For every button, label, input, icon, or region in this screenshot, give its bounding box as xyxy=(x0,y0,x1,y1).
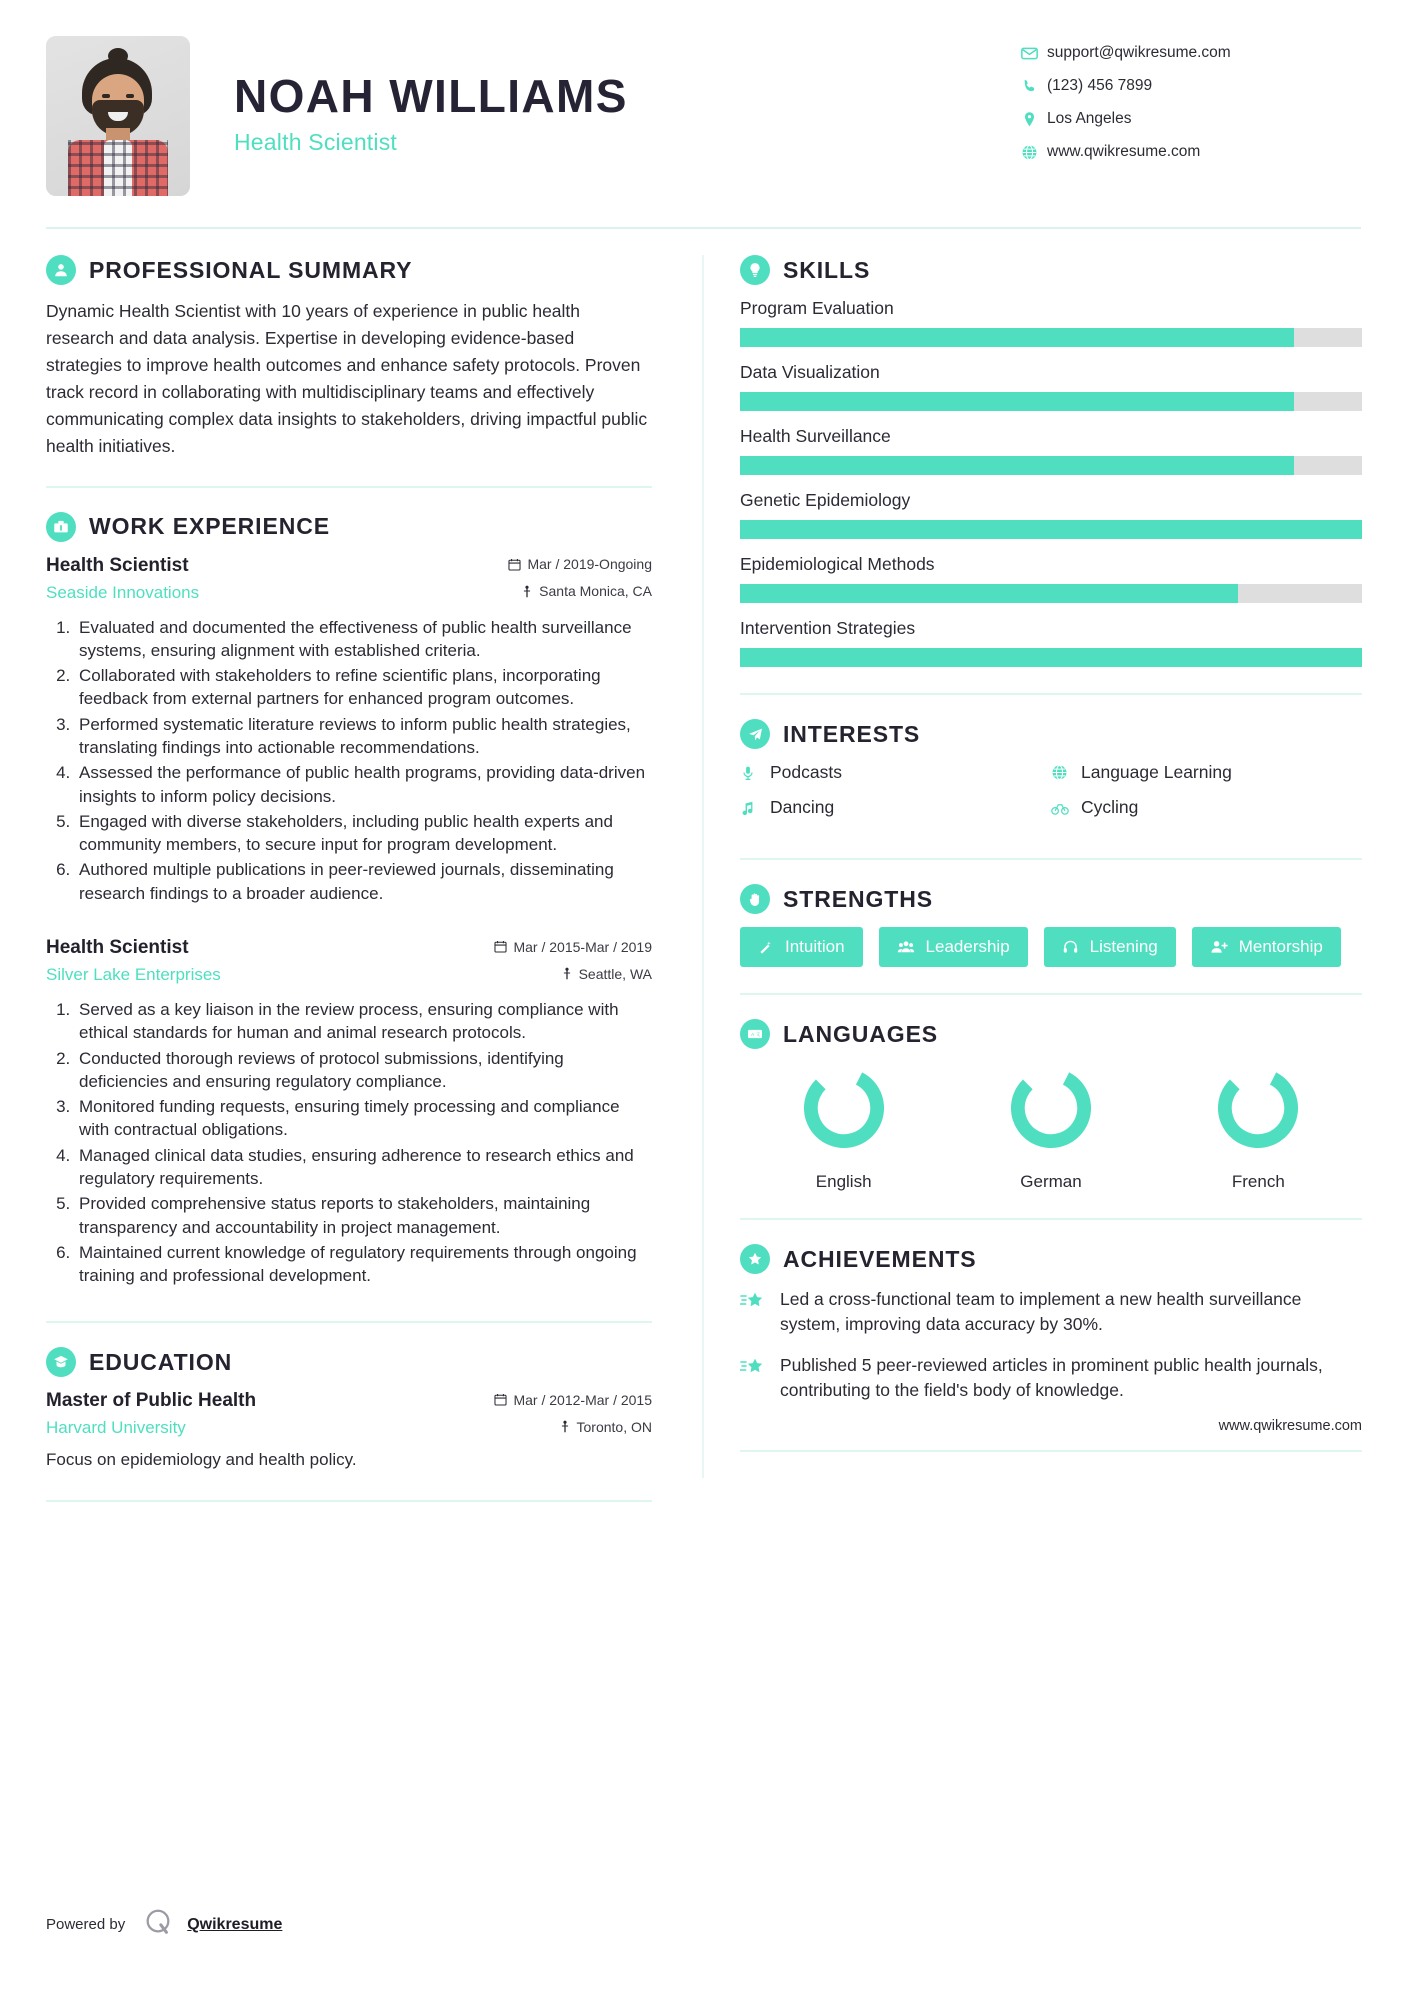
job-title: Health Scientist xyxy=(234,129,397,156)
education-degree: Master of Public Health xyxy=(46,1390,257,1412)
map-pin-icon xyxy=(559,1420,577,1433)
briefcase-icon xyxy=(46,512,76,542)
strength-chip xyxy=(740,927,863,967)
section-header xyxy=(46,1347,652,1377)
globe-icon xyxy=(1051,764,1081,781)
section-title: ACHIEVEMENTS xyxy=(783,1245,977,1272)
work-item xyxy=(46,555,652,905)
raised-hand-icon xyxy=(740,884,770,914)
person-circle-icon xyxy=(46,255,76,285)
portrait-bun xyxy=(108,48,128,64)
strength-label: Intuition xyxy=(785,937,845,956)
strength-label: Leadership xyxy=(925,937,1010,956)
skill-track xyxy=(740,392,1362,411)
interest-item xyxy=(740,797,1051,818)
section-title: EDUCATION xyxy=(89,1348,233,1375)
skill-item xyxy=(740,298,1362,347)
strength-chip xyxy=(1044,927,1176,967)
skill-track xyxy=(740,520,1362,539)
section-achievements xyxy=(740,1244,1362,1452)
language-item xyxy=(1155,1062,1362,1192)
map-pin-icon xyxy=(521,585,539,598)
section-header xyxy=(740,1019,1362,1049)
qwikresume-q-logo xyxy=(143,1907,173,1942)
skill-label: Epidemiological Methods xyxy=(740,554,935,574)
list-item: 1. Evaluated and documented the effectiveness of public health surveillance systems, ensuring alignment with established criteria. xyxy=(75,616,652,663)
map-pin-icon xyxy=(561,967,579,980)
language-item xyxy=(947,1062,1154,1192)
skill-label: Genetic Epidemiology xyxy=(740,490,911,510)
skill-fill xyxy=(740,584,1238,603)
left-column xyxy=(46,255,666,1526)
interest-label: Cycling xyxy=(1081,797,1139,817)
work-item-subheader xyxy=(46,583,652,603)
contact-website-value: www.qwikresume.com xyxy=(1047,143,1201,160)
user-plus-icon xyxy=(1210,939,1228,955)
work-location-value: Santa Monica, CA xyxy=(539,583,652,600)
skill-fill xyxy=(740,648,1362,667)
lightbulb-icon xyxy=(740,255,770,285)
section-header xyxy=(740,719,1362,749)
translate-icon xyxy=(740,1019,770,1049)
section-divider xyxy=(46,486,652,488)
list-item: 2. Collaborated with stakeholders to refine scientific plans, incorporating feedback from external partners for enhanced program outcomes. xyxy=(75,664,652,711)
section-strengths xyxy=(740,884,1362,967)
work-date-value: Mar / 2019-Ongoing xyxy=(527,556,652,573)
contact-website[interactable] xyxy=(1021,143,1361,161)
language-item xyxy=(740,1062,947,1192)
work-location xyxy=(521,583,652,599)
header-divider xyxy=(46,227,1361,229)
right-column xyxy=(702,255,1362,1478)
interest-label: Podcasts xyxy=(770,762,842,782)
phone-icon xyxy=(1021,78,1047,95)
contact-location[interactable] xyxy=(1021,110,1361,128)
achievement-text: Published 5 peer-reviewed articles in prominent public health journals, contributing to the field's body of knowledge. xyxy=(780,1354,1323,1400)
achievement-item xyxy=(740,1353,1362,1403)
music-note-icon xyxy=(740,800,770,816)
language-progress-ring xyxy=(1212,1062,1304,1154)
interest-item xyxy=(740,762,1051,783)
strength-chip xyxy=(1192,927,1341,967)
skill-item xyxy=(740,362,1362,411)
svg-text:A: A xyxy=(751,1033,755,1039)
graduation-icon xyxy=(46,1347,76,1377)
skill-fill xyxy=(740,456,1294,475)
portrait-eye-left xyxy=(102,94,110,98)
list-item: 5. Engaged with diverse stakeholders, including public health experts and community members, to secure input for program development. xyxy=(75,810,652,857)
calendar-icon xyxy=(494,1393,513,1406)
qwikresume-link[interactable]: Qwikresume xyxy=(187,1915,283,1933)
list-item: 3. Monitored funding requests, ensuring timely processing and compliance with contractual obligations. xyxy=(75,1095,652,1142)
education-location xyxy=(559,1419,652,1435)
bicycle-icon xyxy=(1051,799,1081,817)
section-title: LANGUAGES xyxy=(783,1020,939,1047)
headphones-icon xyxy=(1062,939,1079,955)
education-description: Focus on epidemiology and health policy. xyxy=(46,1450,357,1470)
interests-grid xyxy=(740,762,1362,832)
list-item: 4. Assessed the performance of public health programs, providing data-driven insights to inform policy decisions. xyxy=(75,761,652,808)
strengths-grid xyxy=(740,927,1362,967)
shooting-star-icon xyxy=(740,1353,780,1403)
achievement-item xyxy=(740,1287,1362,1337)
users-group-icon xyxy=(897,939,915,955)
calendar-icon xyxy=(508,558,527,571)
section-languages xyxy=(740,1019,1362,1192)
section-work-experience xyxy=(46,512,652,1288)
section-title: STRENGTHS xyxy=(783,885,933,912)
envelope-icon xyxy=(1021,45,1047,62)
skill-label: Program Evaluation xyxy=(740,298,894,318)
footer xyxy=(46,1907,282,1942)
work-item-header xyxy=(46,555,652,577)
skill-fill xyxy=(740,520,1362,539)
language-progress-ring xyxy=(798,1062,890,1154)
section-divider xyxy=(740,993,1362,995)
language-label: French xyxy=(1231,1172,1285,1191)
section-title: SKILLS xyxy=(783,256,871,283)
skill-track xyxy=(740,648,1362,667)
language-label: German xyxy=(1020,1172,1082,1191)
skill-item xyxy=(740,554,1362,603)
star-badge-icon xyxy=(740,1244,770,1274)
svg-text:文: 文 xyxy=(755,1033,761,1039)
contact-list xyxy=(1021,36,1361,176)
summary-text: Dynamic Health Scientist with 10 years of experience in public health research and data analysis. Expertise in developing evidence-based strategies to improve health outcomes and enhance safety protocols. Proven track record in collaborating with multidisciplinary teams and effectively communicating complex data insights to stakeholders, driving impactful public health initiatives. xyxy=(46,301,648,456)
skill-item xyxy=(740,490,1362,539)
work-bullets xyxy=(46,998,652,1287)
skill-label: Data Visualization xyxy=(740,362,880,382)
microphone-icon xyxy=(740,765,770,781)
paper-plane-icon xyxy=(740,719,770,749)
contact-email-value: support@qwikresume.com xyxy=(1047,44,1231,61)
work-bullets xyxy=(46,616,652,905)
section-skills xyxy=(740,255,1362,667)
section-divider xyxy=(46,1500,652,1502)
work-item xyxy=(46,937,652,1287)
section-header xyxy=(46,512,652,542)
list-item: 6. Maintained current knowledge of regulatory requirements through ongoing training and professional development. xyxy=(75,1241,652,1288)
education-school: Harvard University xyxy=(46,1418,186,1438)
portrait-eye-right xyxy=(126,94,134,98)
contact-phone-value: (123) 456 7899 xyxy=(1047,77,1153,94)
strength-chip xyxy=(879,927,1028,967)
skill-track xyxy=(740,328,1362,347)
skill-label: Intervention Strategies xyxy=(740,618,916,638)
languages-grid xyxy=(740,1062,1362,1192)
contact-email[interactable] xyxy=(1021,44,1361,62)
section-title: INTERESTS xyxy=(783,720,921,747)
list-item: 6. Authored multiple publications in peer-reviewed journals, disseminating research findings to a broader audience. xyxy=(75,858,652,905)
education-item xyxy=(46,1390,652,1470)
list-item: 5. Provided comprehensive status reports to stakeholders, maintaining transparency and accountability in project management. xyxy=(75,1192,652,1239)
skill-fill xyxy=(740,328,1294,347)
contact-phone[interactable] xyxy=(1021,77,1361,95)
work-role: Health Scientist xyxy=(46,554,189,576)
section-divider xyxy=(740,858,1362,860)
content-columns xyxy=(46,255,1361,1526)
interest-label: Dancing xyxy=(770,797,835,817)
footer-powered-by-label: Powered by xyxy=(46,1916,126,1933)
calendar-icon xyxy=(494,940,513,953)
skill-item xyxy=(740,618,1362,667)
interest-item xyxy=(1051,797,1362,818)
strength-label: Listening xyxy=(1089,937,1158,956)
work-item-header xyxy=(46,937,652,959)
section-interests xyxy=(740,719,1362,832)
work-date-value: Mar / 2015-Mar / 2019 xyxy=(513,938,652,955)
section-header xyxy=(740,884,1362,914)
section-header xyxy=(740,255,1362,285)
portrait-plaid-pattern xyxy=(68,140,168,196)
education-item-header xyxy=(46,1390,652,1412)
list-item: 1. Served as a key liaison in the review process, ensuring compliance with ethical standards for human and animal research protocols. xyxy=(75,998,652,1045)
work-item-subheader xyxy=(46,965,652,985)
work-date xyxy=(508,556,652,572)
identity-block xyxy=(234,36,1021,156)
section-title: PROFESSIONAL SUMMARY xyxy=(89,256,413,283)
education-date xyxy=(494,1392,652,1408)
skill-item xyxy=(740,426,1362,475)
education-location-value: Toronto, ON xyxy=(576,1418,652,1435)
section-professional-summary xyxy=(46,255,652,460)
work-location xyxy=(561,966,652,982)
globe-icon xyxy=(1021,144,1047,161)
location-pin-icon xyxy=(1021,111,1047,128)
work-company: Seaside Innovations xyxy=(46,582,200,602)
section-education xyxy=(46,1347,652,1470)
bottom-divider xyxy=(740,1450,1362,1452)
language-progress-ring xyxy=(1005,1062,1097,1154)
interest-item xyxy=(1051,762,1362,783)
work-company: Silver Lake Enterprises xyxy=(46,965,221,984)
skill-fill xyxy=(740,392,1294,411)
skill-track xyxy=(740,584,1362,603)
list-item: 2. Conducted thorough reviews of protocol submissions, identifying deficiencies and ensuring regulatory compliance. xyxy=(75,1047,652,1094)
education-item-subheader xyxy=(46,1418,652,1438)
shooting-star-icon xyxy=(740,1287,780,1337)
avatar xyxy=(46,36,190,196)
work-date xyxy=(494,939,652,955)
section-divider xyxy=(740,1218,1362,1220)
work-role: Health Scientist xyxy=(46,937,189,958)
section-header xyxy=(46,255,652,285)
interest-label: Language Learning xyxy=(1081,762,1232,782)
skill-track xyxy=(740,456,1362,475)
language-label: English xyxy=(815,1172,872,1191)
section-divider xyxy=(740,693,1362,695)
skill-label: Health Surveillance xyxy=(740,426,891,446)
work-location-value: Seattle, WA xyxy=(578,965,652,982)
section-title: WORK EXPERIENCE xyxy=(89,513,330,540)
site-note: www.qwikresume.com xyxy=(1218,1418,1362,1435)
magic-wand-icon xyxy=(758,939,774,955)
resume-header xyxy=(46,30,1361,196)
achievement-text: Led a cross-functional team to implement a new health surveillance system, improving data accuracy by 30%. xyxy=(780,1289,1302,1334)
contact-location-value: Los Angeles xyxy=(1047,110,1132,127)
list-item: 3. Performed systematic literature reviews to inform public health strategies, translating findings into actionable recommendations. xyxy=(75,713,652,760)
section-divider xyxy=(46,1321,652,1323)
page-title: NOAH WILLIAMS xyxy=(234,70,628,122)
section-header xyxy=(740,1244,1362,1274)
list-item: 4. Managed clinical data studies, ensuring adherence to research ethics and regulatory requirements. xyxy=(75,1144,652,1191)
strength-label: Mentorship xyxy=(1238,937,1323,956)
education-date-value: Mar / 2012-Mar / 2015 xyxy=(513,1391,652,1408)
